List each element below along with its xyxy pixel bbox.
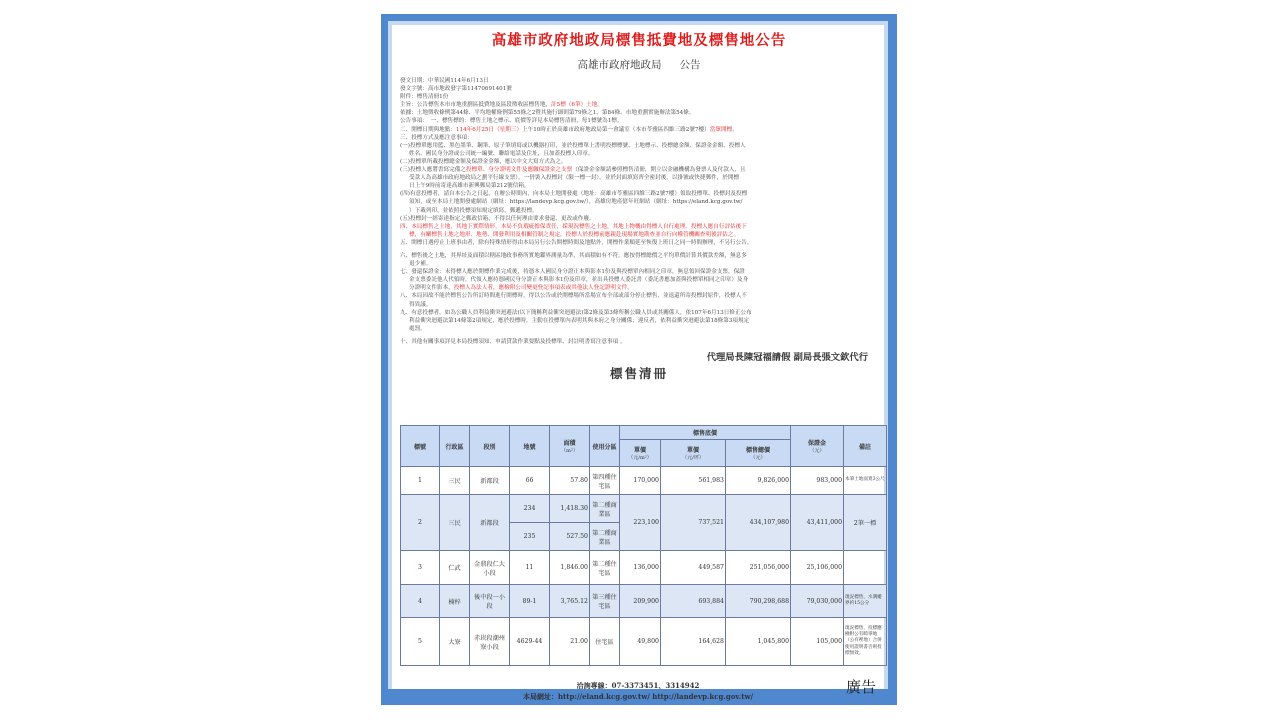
table-row: 2 三民 新都段 234 1,418.30 第二種商業區 223,100 737,521 434,107,980 43,411,000 2筆一標 — [401, 495, 887, 523]
item-7: 七、發還保證金：未得標人應於開標作業完成後，持憑本人國民身分證正本與影本1份及與投標單內相同之印章，無息領回保證金支票，保證 — [400, 269, 745, 276]
issue-date: 發文日期：中華民國114年6月13日 — [400, 78, 489, 84]
item-10: 十、其他有關事項詳見本局投標須知、申請貸款作業要點及投標單、封註明書寫注意事項 。 — [400, 338, 626, 345]
header-area: 面積 （m²） — [550, 426, 590, 467]
table-header-row — [401, 426, 887, 440]
table-row: 1 三民 新都段 66 57.80 第四種住宅區 170,000 561,983 9,826,000 983,000 本筆土地面寬3公尺 — [401, 467, 887, 495]
sale-list-title: 標售清冊 — [609, 366, 668, 381]
item-3-2: (二)投標單所載投標總金額及保證金金額，應以中文大寫方式為之。 — [400, 158, 567, 165]
header-reserve-price: 標售底價 — [620, 426, 791, 440]
announcement-body: 發文日期：中華民國114年6月13日 發文字號：高市地政發字第11470691401號 附件：標售清冊1份 主旨：公告標售本市市地重劃區抵費地及區段徵收區標售地，計5標（6筆）土地。 依據：土地徵收條例第44條、平均地權條例第55條之2暨其施行細則第79條之1、第84條、市地重劃實施辦法第54條。 公告事項： 一、標售標的：標售土地之標示、底價等詳見本局標售清冊，每1標號為1標。 二、開標日期與地點：114年6月25日（星期三）上午10時正於高雄市政府地政局第一會議室（本市苓雅區四維三路2號7樓）當眾開標。 三、投標方式及應注意事項： (一)投標單應用藍、黑色墨筆、鋼筆、原子筆填寫或以機器打印，並於投標單上書明投標標號、土地標示、投標總金額、保證金金額、投標人 姓名、國民身分證或公司統一編號、聯絡電話及住址，且加蓋投標人印章。 (二)投標單所載投標總金額及保證金金額，應以中文大寫方式為之。 (三)投標人應將書寫完備之投標單、身分證明文件及應繳保證金之支票（保證金金額請參照標售清冊，開立以金融機構為發票人及付款人，且 受款人為高雄市政府地政局之劃平行線支票），一併裝入投標封（限一標一封），並於封面填寫齊全密封後，以掛號或快捷郵件，於開標 日上午9時前寄達高雄市新興郵局第212號信箱。 (四)有意投標者，請自本公告之日起，在辦公時間內，向本局土地開發處（地址：高雄市苓雅區四維三路2號7樓）領取投標單、投標封及投標 須知，或至本局土地開發處網站（網址：https://landevp.kcg.gov.tw/），高雄房地產億年旺網站（網址：https://eland.kcg.gov.tw/ ）下載列印，並依照投標須知規定填寫，郵遞投標。 (五)投標封一經寄達指定之郵政信箱，不得以任何理由要求發還、更改或作廢。 四、本局標售之土地，其地下實際情形，本局不負瑕疵擔保責任，採現況標售之土地，其地上物概由得標人自行處理，投標人應自行評估後下 標，有關標售土地之地形、地勢、開發利用及相關管制之規定，投標人於投標前應親赴現場實地勘查並自行向權管機關查明後評估之。 五、開標日遇停止上班事由者，除有特殊情形得由本局另行公告開標時間及地點外，開標作業順延至恢復上班日之同一時間辦理，不另行公告。 六、標售後之土地，其界址及面積以轄區地政事務所實地鑑界測量為準，其面積如有不符，應按得標總價之平均單價計算其價款差額，無息多 退少補。 七、發還保證金：未得標人應於開標作業完成後，持憑本人國民身分證正本與影本1份及與投標單內相同之印章，無息領回保證金支票，保證 金支票委託他人代領時，代領人應持憑國民身分證正本與影本1份及印章，並出具投標人委託書（委託書應加蓋與投標單相同之印章）及身 分證明文件影本，投標人為法人者，應檢附公司變更登記事項表或其他法人登記證明文件。 八、本局因故不能於標售公告所訂時間進行開標時，得以公告或於開標場所當場宣布全部或部分停止標售，並退還所寄投標封原件，投標人不 得異議。 九、有意投標者，如為公職人員利益衝突迴避法(以下簡稱利益衝突迴避法)第2條及第3條所稱公職人員或其關係人，依107年6月13日修正公布 利益衝突迴避法第14條第2項規定，應於投標時，主動在投標單內表明其與本府之身分關係；違反者，依利益衝突迴避法第18條第3項規定 處罰。 十、其他有關事項詳見本局投標須知、申請貸款作業要點及投標單、封註明書寫注意事項 。 — [400, 77, 878, 346]
header-section: 段別 — [470, 426, 510, 467]
item-4: 四、本局標售之土地，其地下實際情形，本局不負瑕疵擔保責任，採現況標售之土地，其地上物概由得標人自行處理，投標人應自行評估後下 — [400, 223, 747, 230]
header-unit-price-m2: 單價 （元/m²） — [620, 440, 661, 467]
frame-inner-border — [388, 21, 888, 701]
hotline: 洽詢專線：07-3373451、3314942 — [576, 681, 700, 690]
table-row: 4 楠梓 後中段一小段 89-1 3,765.12 第三種住宅區 209,900 693,884 790,298,688 79,030,000 現況標售，水溝縱界約15公分 — [401, 585, 887, 618]
document-number: 發文字號：高市地政發字第11470691401號 — [400, 86, 512, 93]
item-3-1: (一)投標單應用藍、黑色墨筆、鋼筆、原子筆填寫或以機器打印，並於投標單上書明投標標號、土地標示、投標總金額、保證金金額、投標人 — [400, 142, 746, 149]
signature-line: 代理局長陳冠福請假 副局長張文欽代行 — [706, 352, 868, 363]
item-2: 二、開標日期與地點：114年6月25日（星期三）上午10時正於高雄市政府地政局第一會議室（本市苓雅區四維三路2號7樓）當眾開標。 — [400, 126, 738, 133]
header-total-price: 標售總價 （元） — [726, 440, 791, 467]
attachment-line: 附件：標售清冊1份 — [400, 94, 449, 101]
contact-footer — [392, 680, 884, 702]
website-links: 本局網址：http://eland.kcg.gov.tw/ http://landevp.kcg.gov.tw/ — [522, 692, 754, 701]
header-zone: 使用分區 — [590, 426, 620, 467]
header-district: 行政區 — [440, 426, 470, 467]
announcement-paper — [392, 25, 885, 701]
item-3: 三、投標方式及應注意事項： — [400, 134, 473, 141]
header-no: 標號 — [401, 426, 440, 467]
advertisement-label: 廣告 — [845, 678, 876, 696]
item-8: 八、本局因故不能於標售公告所訂時間進行開標時，得以公告或於開標場所當場宣布全部或部分停止標售，並退還所寄投標封原件，投標人不 — [400, 293, 747, 300]
item-5: 五、開標日遇停止上班事由者，除有特殊情形得由本局另行公告開標時間及地點外，開標作業順延至恢復上班日之同一時間辦理，不另行公告。 — [400, 239, 753, 246]
table-row: 3 仁武 金鼎段仁大小段 11 1,846.00 第二種住宅區 136,000 449,587 251,056,000 25,106,000 — [401, 551, 887, 585]
announcement-type: 公告 — [679, 59, 701, 71]
item-1: 公告事項： 一、標售標的：標售土地之標示、底價等詳見本局標售清冊，每1標號為1標。 — [400, 118, 623, 125]
item-3-3: (三)投標人應將書寫完備之投標單、身分證明文件及應繳保證金之支票（保證金金額請參照標售清冊，開立以金融機構為發票人及付款人，且 — [400, 167, 746, 174]
subject-highlight: 計5標（6筆）土地 — [551, 102, 598, 109]
header-deposit: 保證金 （元） — [791, 426, 844, 467]
header-note: 備註 — [844, 426, 887, 467]
item-3-5: (五)投標封一經寄達指定之郵政信箱，不得以任何理由要求發還、更改或作廢。 — [400, 215, 595, 222]
basis-line: 依據：土地徵收條例第44條、平均地權條例第55條之2暨其施行細則第79條之1、第84條、市地重劃實施辦法第54條。 — [400, 110, 695, 117]
table-row: 235 527.50 第二種商業區 — [401, 523, 887, 551]
table-row: 5 大寮 赤崁段潮州寮小段 4629-44 21.00 住宅區 49,800 164,628 1,045,800 105,000 現況標售，投標應檢附公有畸零地（公有裡地）合併使用證明書否則投標無效。 — [401, 618, 887, 666]
header-unit-price-ping: 單價 （元/坪） — [661, 440, 726, 467]
announcement-title: 高雄市政府地政局標售抵費地及標售地公告 — [491, 32, 787, 49]
subject-line: 主旨：公告標售本市市地重劃區抵費地及區段徵收區標售地，計5標（6筆）土地。 — [400, 102, 603, 109]
bid-opening-date: 114年6月25日（星期三） — [455, 126, 523, 133]
sale-list-table — [400, 425, 887, 666]
item-6: 六、標售後之土地，其界址及面積以轄區地政事務所實地鑑界測量為準，其面積如有不符，應按得標總價之平均單價計算其價款差額，無息多 — [400, 252, 747, 259]
advertisement-frame — [381, 14, 897, 705]
item-3-4: (四)有意投標者，請自本公告之日起，在辦公時間內，向本局土地開發處（地址：高雄市苓雅區四維三路2號7樓）領取投標單、投標封及投標 — [400, 191, 748, 198]
item-9: 九、有意投標者，如為公職人員利益衝突迴避法(以下簡稱利益衝突迴避法)第2條及第3條所稱公職人員或其關係人，依107年6月13日修正公布 — [400, 309, 752, 316]
header-lot: 地號 — [510, 426, 550, 467]
announcement-subtitle — [400, 57, 878, 73]
public-opening-label: 當眾開標 — [709, 126, 733, 133]
issuing-agency: 高雄市政府地政局 — [577, 59, 662, 71]
